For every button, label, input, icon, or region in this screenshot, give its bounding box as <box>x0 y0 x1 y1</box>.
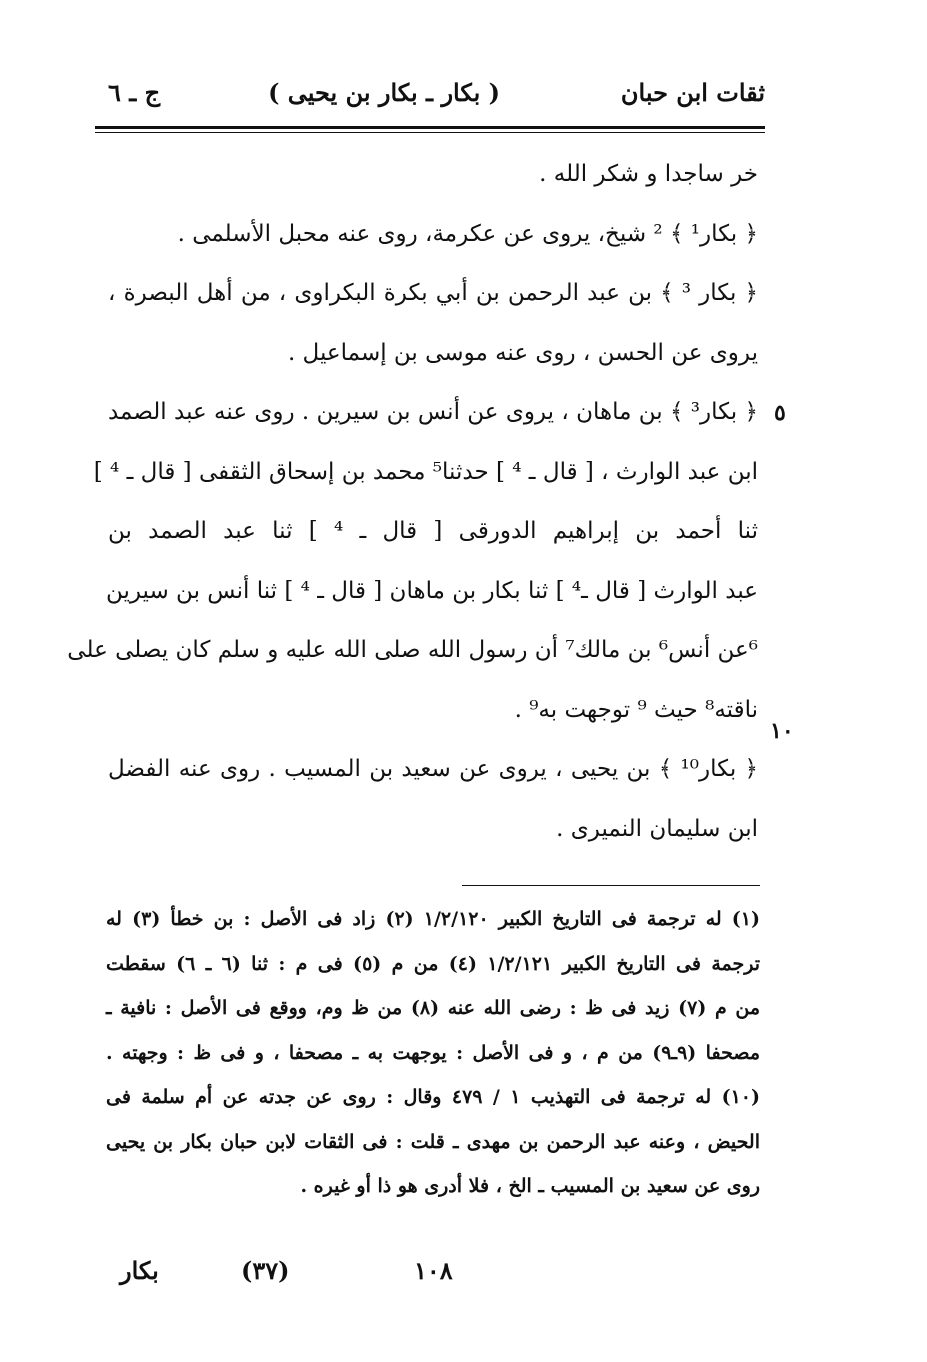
footnote-line: الحيض ، وعنه عبد الرحمن بن مهدى ـ قلت : فى الثقات لابن حبان بكار بن يحيى <box>106 1130 760 1153</box>
footnotes <box>106 897 760 1209</box>
margin-line-number-5: ٥ <box>774 400 786 426</box>
footnote-line: (١٠) له ترجمة فى التهذيب ١ / ٤٧٩ وقال : روى عن جدته عن أم سلمة فى <box>106 1086 761 1108</box>
header-rule-thick <box>95 126 765 129</box>
running-header <box>100 78 765 122</box>
volume-number: ج ـ ٦ <box>108 78 161 107</box>
page-number: ١٠٨ <box>414 1256 453 1285</box>
footnote-separator <box>462 885 760 886</box>
footnote-line: من م (٧) زيد فى ظ : رضى الله عنه (٨) من ظ وم، ووقع فى الأصل : نافية ـ <box>106 997 760 1019</box>
text-line: ⁶عن أنس⁶ بن مالك⁷ أن رسول الله صلى الله عليه و سلم كان يصلى على <box>67 637 758 663</box>
footnote-line: روى عن سعيد بن المسيب ـ الخ ، فلا أدرى هو ذا أو غيره . <box>300 1175 760 1197</box>
section-title: ( بكار ـ بكار بن يحيى ) <box>268 78 500 107</box>
footnote-line: (١) له ترجمة فى التاريخ الكبير ١/٢/١٢٠ (٢) زاد فى الأصل : بن خطأ (٣) له <box>106 908 760 930</box>
text-line: ﴿ بكار ³ ﴾ بن عبد الرحمن بن أبي بكرة البكراوى ، من أهل البصرة ، <box>108 280 758 306</box>
catchword: بكار <box>120 1256 159 1285</box>
entry-number: (٣٧) <box>241 1256 290 1285</box>
text-line: يروى عن الحسن ، روى عنه موسى بن إسماعيل . <box>287 339 758 366</box>
text-line: ﴿ بكار¹ ﴾ ² شيخ، يروى عن عكرمة، روى عنه محبل الأسلمى . <box>177 220 758 247</box>
footnote-line: مصحفا (٩ـ٩) من م ، و فى الأصل : يوجهت به ـ مصحفا ، و فى ظ : وجهته . <box>106 1041 760 1064</box>
text-line: ابن عبد الوارث ، [ قال ـ ⁴ ] حدثنا⁵ محمد بن إسحاق الثقفى [ قال ـ ⁴ ] <box>93 458 758 485</box>
text-line: ﴿ بكار³ ﴾ بن ماهان ، يروى عن أنس بن سيرين . روى عنه عبد الصمد <box>107 399 758 425</box>
header-rule-thin <box>95 132 765 133</box>
text-line: ﴿ بكار¹⁰ ﴾ بن يحيى ، يروى عن سعيد بن المسيب . روى عنه الفضل <box>108 756 759 782</box>
margin-line-number-10: ١٠ <box>770 718 794 744</box>
main-text <box>67 145 759 859</box>
book-title: ثقات ابن حبان <box>620 78 765 107</box>
text-line: عبد الوارث [ قال ـ⁴ ] ثنا بكار بن ماهان [ قال ـ ⁴ ] ثنا أنس بن سيرين <box>105 577 758 604</box>
text-line: خر ساجدا و شكر الله . <box>539 161 758 187</box>
text-line: ابن سليمان النميرى . <box>556 815 758 842</box>
footnote-line: ترجمة فى التاريخ الكبير ١/٢/١٢١ (٤) من م (٥) فى م : ثنا (٦ ـ ٦) سقطت <box>106 952 761 975</box>
text-line: ناقته⁸ حيث ⁹ توجهت به⁹ . <box>514 696 758 723</box>
text-line: ثنا أحمد بن إبراهيم الدورقى [ قال ـ ⁴ ] ثنا عبد الصمد بن <box>108 518 758 544</box>
